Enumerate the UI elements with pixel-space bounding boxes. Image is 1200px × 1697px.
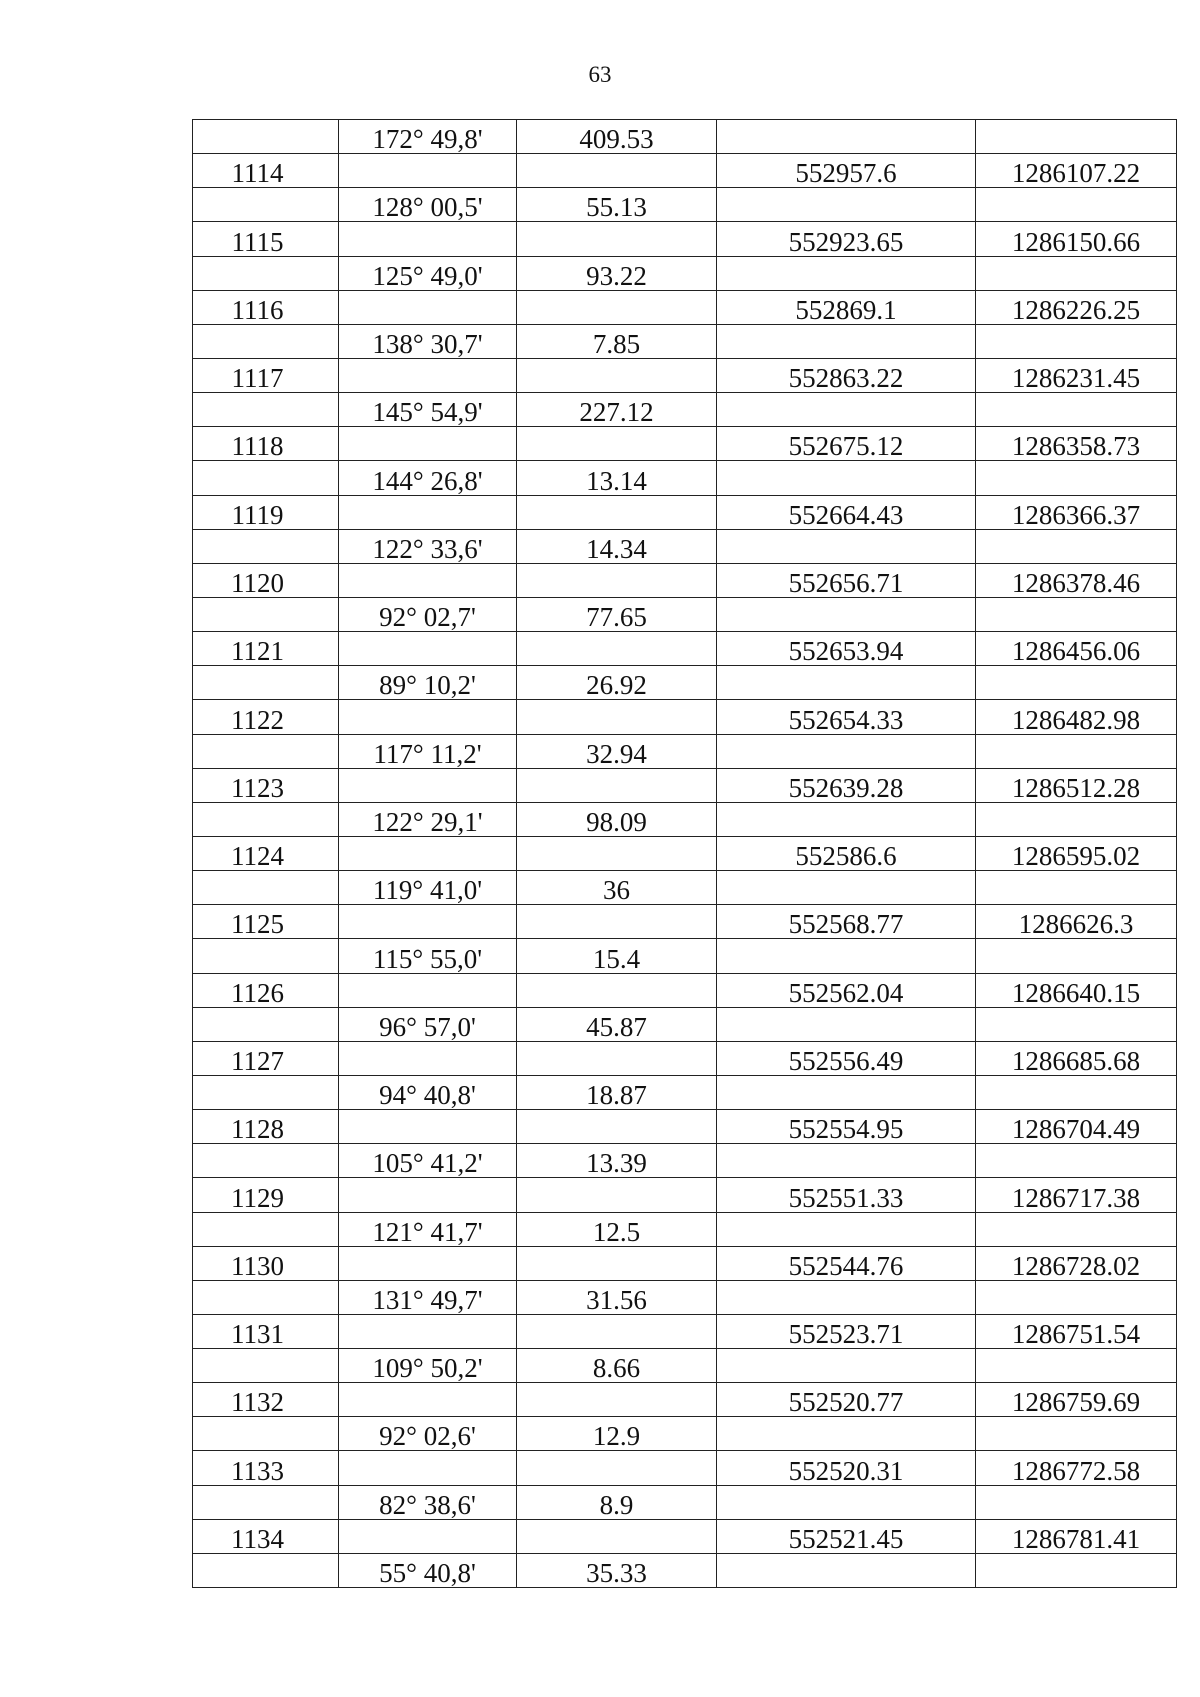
point-row [193, 1041, 1177, 1075]
point-number-cell: 1117 [193, 358, 339, 392]
x-coordinate-cell [717, 1144, 976, 1178]
bearing-cell: 121° 41,7' [339, 1212, 517, 1246]
bearing-cell [339, 358, 517, 392]
point-row [193, 427, 1177, 461]
point-number-cell [193, 324, 339, 358]
distance-cell: 12.5 [517, 1212, 717, 1246]
segment-row [193, 597, 1177, 631]
y-coordinate-cell: 1286378.46 [976, 563, 1177, 597]
segment-row [193, 1280, 1177, 1314]
point-number-cell: 1118 [193, 427, 339, 461]
point-number-cell: 1116 [193, 290, 339, 324]
coordinates-table [192, 119, 1177, 1588]
bearing-cell: 138° 30,7' [339, 324, 517, 358]
y-coordinate-cell: 1286717.38 [976, 1178, 1177, 1212]
bearing-cell [339, 1451, 517, 1485]
point-row [193, 1383, 1177, 1417]
x-coordinate-cell [717, 1349, 976, 1383]
y-coordinate-cell: 1286231.45 [976, 358, 1177, 392]
y-coordinate-cell [976, 802, 1177, 836]
point-row [193, 973, 1177, 1007]
segment-row [193, 461, 1177, 495]
distance-cell: 55.13 [517, 188, 717, 222]
x-coordinate-cell: 552520.77 [717, 1383, 976, 1417]
segment-row [193, 1553, 1177, 1587]
bearing-cell [339, 973, 517, 1007]
bearing-cell [339, 836, 517, 870]
bearing-cell: 94° 40,8' [339, 1075, 517, 1109]
segment-row [193, 939, 1177, 973]
point-number-cell [193, 393, 339, 427]
segment-row [193, 871, 1177, 905]
y-coordinate-cell [976, 1144, 1177, 1178]
point-number-cell: 1133 [193, 1451, 339, 1485]
point-number-cell: 1125 [193, 905, 339, 939]
point-row [193, 700, 1177, 734]
y-coordinate-cell [976, 529, 1177, 563]
x-coordinate-cell: 552568.77 [717, 905, 976, 939]
distance-cell [517, 1383, 717, 1417]
page-number: 63 [588, 62, 612, 87]
x-coordinate-cell: 552639.28 [717, 768, 976, 802]
distance-cell: 45.87 [517, 1007, 717, 1041]
bearing-cell: 119° 41,0' [339, 871, 517, 905]
x-coordinate-cell: 552957.6 [717, 154, 976, 188]
y-coordinate-cell: 1286358.73 [976, 427, 1177, 461]
x-coordinate-cell: 552863.22 [717, 358, 976, 392]
bearing-cell: 82° 38,6' [339, 1485, 517, 1519]
point-number-cell [193, 1349, 339, 1383]
point-number-cell [193, 1485, 339, 1519]
distance-cell [517, 154, 717, 188]
x-coordinate-cell [717, 939, 976, 973]
distance-cell [517, 632, 717, 666]
bearing-cell [339, 1519, 517, 1553]
y-coordinate-cell [976, 597, 1177, 631]
x-coordinate-cell [717, 461, 976, 495]
x-coordinate-cell: 552654.33 [717, 700, 976, 734]
point-number-cell [193, 1075, 339, 1109]
point-row [193, 836, 1177, 870]
bearing-cell [339, 290, 517, 324]
segment-row [193, 1212, 1177, 1246]
distance-cell: 8.66 [517, 1349, 717, 1383]
distance-cell: 7.85 [517, 324, 717, 358]
distance-cell [517, 1246, 717, 1280]
distance-cell: 18.87 [517, 1075, 717, 1109]
point-number-cell: 1129 [193, 1178, 339, 1212]
y-coordinate-cell [976, 188, 1177, 222]
bearing-cell [339, 1383, 517, 1417]
bearing-cell: 89° 10,2' [339, 666, 517, 700]
bearing-cell: 122° 33,6' [339, 529, 517, 563]
distance-cell [517, 1519, 717, 1553]
segment-row [193, 1075, 1177, 1109]
segment-row [193, 256, 1177, 290]
bearing-cell: 96° 57,0' [339, 1007, 517, 1041]
distance-cell: 77.65 [517, 597, 717, 631]
distance-cell [517, 1110, 717, 1144]
bearing-cell: 105° 41,2' [339, 1144, 517, 1178]
distance-cell [517, 1041, 717, 1075]
point-number-cell [193, 802, 339, 836]
distance-cell [517, 836, 717, 870]
distance-cell [517, 905, 717, 939]
bearing-cell [339, 563, 517, 597]
y-coordinate-cell [976, 734, 1177, 768]
point-number-cell [193, 188, 339, 222]
point-number-cell [193, 120, 339, 154]
y-coordinate-cell [976, 871, 1177, 905]
point-number-cell: 1124 [193, 836, 339, 870]
x-coordinate-cell: 552664.43 [717, 495, 976, 529]
distance-cell [517, 1451, 717, 1485]
y-coordinate-cell: 1286640.15 [976, 973, 1177, 1007]
segment-row [193, 1417, 1177, 1451]
point-number-cell [193, 1553, 339, 1587]
bearing-cell: 131° 49,7' [339, 1280, 517, 1314]
segment-row [193, 1144, 1177, 1178]
point-number-cell [193, 1212, 339, 1246]
bearing-cell: 115° 55,0' [339, 939, 517, 973]
segment-row [193, 529, 1177, 563]
distance-cell: 14.34 [517, 529, 717, 563]
y-coordinate-cell: 1286150.66 [976, 222, 1177, 256]
bearing-cell [339, 1178, 517, 1212]
x-coordinate-cell: 552656.71 [717, 563, 976, 597]
point-row [193, 222, 1177, 256]
y-coordinate-cell [976, 324, 1177, 358]
coordinates-table-body [193, 120, 1177, 1588]
point-number-cell: 1114 [193, 154, 339, 188]
y-coordinate-cell [976, 1349, 1177, 1383]
bearing-cell: 55° 40,8' [339, 1553, 517, 1587]
point-number-cell [193, 1007, 339, 1041]
point-row [193, 563, 1177, 597]
distance-cell: 32.94 [517, 734, 717, 768]
x-coordinate-cell [717, 1553, 976, 1587]
x-coordinate-cell [717, 1075, 976, 1109]
x-coordinate-cell: 552562.04 [717, 973, 976, 1007]
point-number-cell [193, 1144, 339, 1178]
x-coordinate-cell [717, 802, 976, 836]
point-number-cell: 1120 [193, 563, 339, 597]
y-coordinate-cell: 1286685.68 [976, 1041, 1177, 1075]
x-coordinate-cell: 552653.94 [717, 632, 976, 666]
x-coordinate-cell: 552675.12 [717, 427, 976, 461]
y-coordinate-cell [976, 1485, 1177, 1519]
y-coordinate-cell [976, 120, 1177, 154]
x-coordinate-cell: 552923.65 [717, 222, 976, 256]
x-coordinate-cell [717, 1485, 976, 1519]
y-coordinate-cell: 1286595.02 [976, 836, 1177, 870]
x-coordinate-cell [717, 1007, 976, 1041]
distance-cell: 227.12 [517, 393, 717, 427]
x-coordinate-cell: 552556.49 [717, 1041, 976, 1075]
distance-cell: 35.33 [517, 1553, 717, 1587]
distance-cell: 15.4 [517, 939, 717, 973]
point-number-cell [193, 1417, 339, 1451]
distance-cell: 13.39 [517, 1144, 717, 1178]
point-row [193, 1519, 1177, 1553]
point-row [193, 1178, 1177, 1212]
y-coordinate-cell [976, 1075, 1177, 1109]
bearing-cell: 144° 26,8' [339, 461, 517, 495]
segment-row [193, 120, 1177, 154]
distance-cell [517, 290, 717, 324]
distance-cell: 98.09 [517, 802, 717, 836]
y-coordinate-cell [976, 666, 1177, 700]
bearing-cell [339, 427, 517, 461]
x-coordinate-cell: 552520.31 [717, 1451, 976, 1485]
y-coordinate-cell: 1286626.3 [976, 905, 1177, 939]
y-coordinate-cell [976, 461, 1177, 495]
y-coordinate-cell: 1286226.25 [976, 290, 1177, 324]
bearing-cell: 128° 00,5' [339, 188, 517, 222]
distance-cell: 12.9 [517, 1417, 717, 1451]
bearing-cell [339, 1314, 517, 1348]
y-coordinate-cell [976, 256, 1177, 290]
bearing-cell [339, 768, 517, 802]
bearing-cell [339, 1246, 517, 1280]
y-coordinate-cell [976, 1553, 1177, 1587]
point-row [193, 495, 1177, 529]
distance-cell [517, 1178, 717, 1212]
x-coordinate-cell [717, 324, 976, 358]
bearing-cell [339, 632, 517, 666]
point-number-cell: 1130 [193, 1246, 339, 1280]
y-coordinate-cell: 1286772.58 [976, 1451, 1177, 1485]
y-coordinate-cell: 1286704.49 [976, 1110, 1177, 1144]
point-number-cell: 1123 [193, 768, 339, 802]
point-number-cell: 1131 [193, 1314, 339, 1348]
segment-row [193, 1007, 1177, 1041]
coordinates-table-container [192, 119, 1176, 1588]
bearing-cell: 92° 02,7' [339, 597, 517, 631]
point-row [193, 632, 1177, 666]
point-number-cell [193, 461, 339, 495]
point-number-cell: 1132 [193, 1383, 339, 1417]
point-number-cell: 1127 [193, 1041, 339, 1075]
bearing-cell [339, 1041, 517, 1075]
y-coordinate-cell [976, 939, 1177, 973]
bearing-cell: 125° 49,0' [339, 256, 517, 290]
distance-cell: 8.9 [517, 1485, 717, 1519]
bearing-cell [339, 700, 517, 734]
y-coordinate-cell [976, 1417, 1177, 1451]
bearing-cell: 117° 11,2' [339, 734, 517, 768]
y-coordinate-cell: 1286482.98 [976, 700, 1177, 734]
bearing-cell [339, 154, 517, 188]
distance-cell: 31.56 [517, 1280, 717, 1314]
distance-cell: 36 [517, 871, 717, 905]
distance-cell: 26.92 [517, 666, 717, 700]
point-row [193, 905, 1177, 939]
point-number-cell [193, 666, 339, 700]
x-coordinate-cell [717, 597, 976, 631]
segment-row [193, 393, 1177, 427]
x-coordinate-cell: 552586.6 [717, 836, 976, 870]
x-coordinate-cell: 552544.76 [717, 1246, 976, 1280]
x-coordinate-cell [717, 666, 976, 700]
y-coordinate-cell: 1286456.06 [976, 632, 1177, 666]
segment-row [193, 188, 1177, 222]
distance-cell [517, 563, 717, 597]
point-number-cell [193, 1280, 339, 1314]
point-row [193, 1451, 1177, 1485]
point-number-cell: 1134 [193, 1519, 339, 1553]
x-coordinate-cell [717, 120, 976, 154]
distance-cell [517, 427, 717, 461]
segment-row [193, 1485, 1177, 1519]
distance-cell: 13.14 [517, 461, 717, 495]
x-coordinate-cell [717, 393, 976, 427]
x-coordinate-cell [717, 1280, 976, 1314]
bearing-cell [339, 1110, 517, 1144]
point-number-cell [193, 597, 339, 631]
distance-cell: 409.53 [517, 120, 717, 154]
y-coordinate-cell: 1286107.22 [976, 154, 1177, 188]
y-coordinate-cell: 1286751.54 [976, 1314, 1177, 1348]
point-number-cell: 1119 [193, 495, 339, 529]
x-coordinate-cell: 552551.33 [717, 1178, 976, 1212]
bearing-cell [339, 222, 517, 256]
y-coordinate-cell: 1286781.41 [976, 1519, 1177, 1553]
distance-cell: 93.22 [517, 256, 717, 290]
x-coordinate-cell: 552523.71 [717, 1314, 976, 1348]
segment-row [193, 802, 1177, 836]
point-number-cell [193, 871, 339, 905]
y-coordinate-cell: 1286728.02 [976, 1246, 1177, 1280]
bearing-cell: 145° 54,9' [339, 393, 517, 427]
x-coordinate-cell [717, 1417, 976, 1451]
x-coordinate-cell [717, 871, 976, 905]
point-number-cell: 1115 [193, 222, 339, 256]
point-row [193, 1314, 1177, 1348]
point-row [193, 1110, 1177, 1144]
distance-cell [517, 358, 717, 392]
x-coordinate-cell [717, 529, 976, 563]
segment-row [193, 734, 1177, 768]
point-row [193, 154, 1177, 188]
point-number-cell: 1128 [193, 1110, 339, 1144]
bearing-cell [339, 905, 517, 939]
distance-cell [517, 1314, 717, 1348]
y-coordinate-cell [976, 1280, 1177, 1314]
bearing-cell: 172° 49,8' [339, 120, 517, 154]
point-row [193, 768, 1177, 802]
bearing-cell: 109° 50,2' [339, 1349, 517, 1383]
distance-cell [517, 700, 717, 734]
segment-row [193, 324, 1177, 358]
point-number-cell [193, 939, 339, 973]
distance-cell [517, 768, 717, 802]
point-number-cell: 1126 [193, 973, 339, 1007]
segment-row [193, 666, 1177, 700]
y-coordinate-cell: 1286512.28 [976, 768, 1177, 802]
point-row [193, 358, 1177, 392]
point-row [193, 290, 1177, 324]
bearing-cell [339, 495, 517, 529]
segment-row [193, 1349, 1177, 1383]
point-number-cell [193, 529, 339, 563]
x-coordinate-cell: 552521.45 [717, 1519, 976, 1553]
x-coordinate-cell: 552554.95 [717, 1110, 976, 1144]
distance-cell [517, 222, 717, 256]
distance-cell [517, 973, 717, 1007]
y-coordinate-cell [976, 1212, 1177, 1246]
x-coordinate-cell [717, 734, 976, 768]
y-coordinate-cell: 1286759.69 [976, 1383, 1177, 1417]
bearing-cell: 122° 29,1' [339, 802, 517, 836]
point-number-cell: 1122 [193, 700, 339, 734]
x-coordinate-cell [717, 188, 976, 222]
x-coordinate-cell: 552869.1 [717, 290, 976, 324]
point-row [193, 1246, 1177, 1280]
bearing-cell: 92° 02,6' [339, 1417, 517, 1451]
x-coordinate-cell [717, 1212, 976, 1246]
point-number-cell [193, 734, 339, 768]
y-coordinate-cell: 1286366.37 [976, 495, 1177, 529]
distance-cell [517, 495, 717, 529]
y-coordinate-cell [976, 1007, 1177, 1041]
y-coordinate-cell [976, 393, 1177, 427]
point-number-cell: 1121 [193, 632, 339, 666]
point-number-cell [193, 256, 339, 290]
x-coordinate-cell [717, 256, 976, 290]
